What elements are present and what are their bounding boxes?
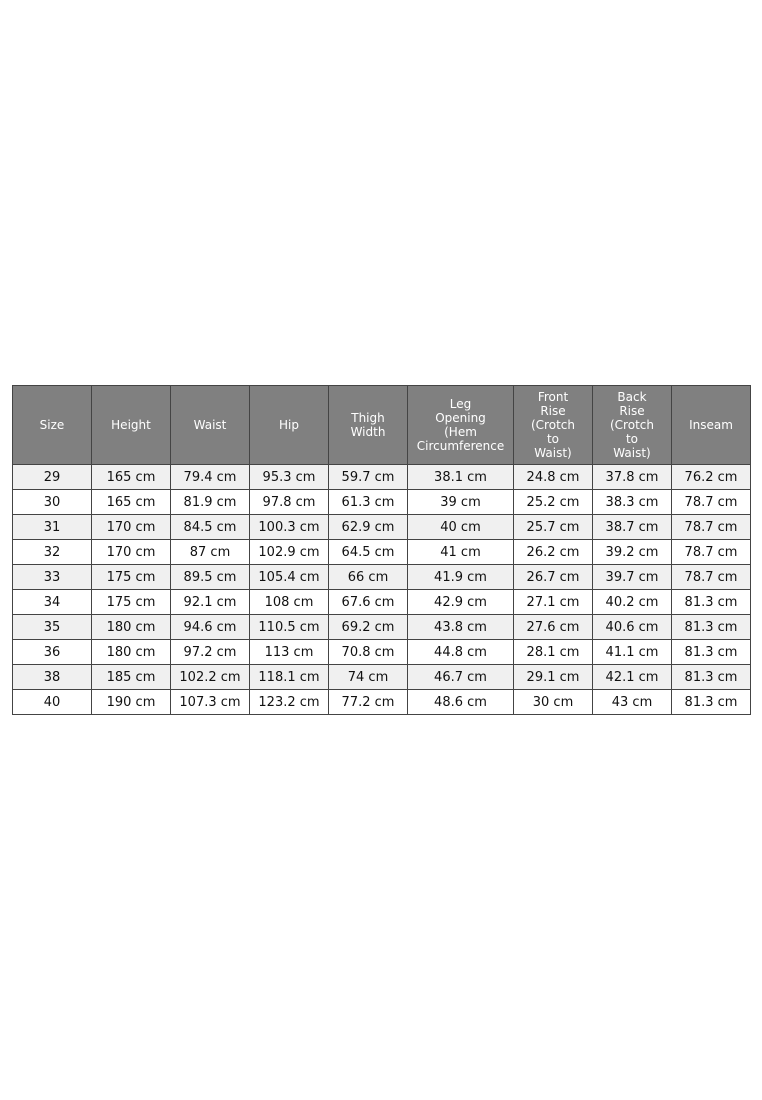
table-cell: 67.6 cm xyxy=(329,590,408,615)
column-header: Front Rise (Crotch to Waist) xyxy=(514,386,593,465)
table-cell: 29 xyxy=(13,465,92,490)
table-cell: 84.5 cm xyxy=(171,515,250,540)
table-cell: 81.3 cm xyxy=(672,640,751,665)
table-header xyxy=(13,386,751,465)
table-cell: 69.2 cm xyxy=(329,615,408,640)
column-header: Thigh Width xyxy=(329,386,408,465)
table-cell: 74 cm xyxy=(329,665,408,690)
table-cell: 76.2 cm xyxy=(672,465,751,490)
table-cell: 40 xyxy=(13,690,92,715)
table-cell: 28.1 cm xyxy=(514,640,593,665)
table-cell: 190 cm xyxy=(92,690,171,715)
column-header: Back Rise (Crotch to Waist) xyxy=(593,386,672,465)
table-cell: 43 cm xyxy=(593,690,672,715)
table-cell: 97.2 cm xyxy=(171,640,250,665)
table-cell: 79.4 cm xyxy=(171,465,250,490)
table-cell: 31 xyxy=(13,515,92,540)
table-cell: 41.9 cm xyxy=(408,565,514,590)
table-cell: 165 cm xyxy=(92,490,171,515)
table-cell: 46.7 cm xyxy=(408,665,514,690)
column-header: Leg Opening (Hem Circumference xyxy=(408,386,514,465)
table-row xyxy=(13,690,751,715)
table-cell: 89.5 cm xyxy=(171,565,250,590)
table-cell: 32 xyxy=(13,540,92,565)
table-cell: 102.9 cm xyxy=(250,540,329,565)
table-cell: 61.3 cm xyxy=(329,490,408,515)
table-cell: 43.8 cm xyxy=(408,615,514,640)
table-body xyxy=(13,465,751,715)
table-row xyxy=(13,565,751,590)
table-row xyxy=(13,640,751,665)
column-header: Size xyxy=(13,386,92,465)
table-cell: 175 cm xyxy=(92,565,171,590)
table-row xyxy=(13,515,751,540)
table-cell: 27.1 cm xyxy=(514,590,593,615)
table-cell: 37.8 cm xyxy=(593,465,672,490)
table-cell: 81.3 cm xyxy=(672,690,751,715)
table-cell: 38.3 cm xyxy=(593,490,672,515)
table-cell: 78.7 cm xyxy=(672,515,751,540)
table-cell: 105.4 cm xyxy=(250,565,329,590)
table-cell: 26.7 cm xyxy=(514,565,593,590)
table-cell: 39.2 cm xyxy=(593,540,672,565)
table-cell: 44.8 cm xyxy=(408,640,514,665)
table-cell: 95.3 cm xyxy=(250,465,329,490)
table-cell: 87 cm xyxy=(171,540,250,565)
table-cell: 41.1 cm xyxy=(593,640,672,665)
table-cell: 165 cm xyxy=(92,465,171,490)
table-cell: 100.3 cm xyxy=(250,515,329,540)
table-cell: 40.6 cm xyxy=(593,615,672,640)
table-cell: 118.1 cm xyxy=(250,665,329,690)
table-row xyxy=(13,540,751,565)
table-cell: 25.7 cm xyxy=(514,515,593,540)
table-cell: 59.7 cm xyxy=(329,465,408,490)
table-cell: 108 cm xyxy=(250,590,329,615)
table-row xyxy=(13,615,751,640)
table-cell: 81.9 cm xyxy=(171,490,250,515)
table-cell: 78.7 cm xyxy=(672,540,751,565)
table-row xyxy=(13,465,751,490)
table-cell: 38.1 cm xyxy=(408,465,514,490)
table-cell: 40.2 cm xyxy=(593,590,672,615)
table-cell: 42.9 cm xyxy=(408,590,514,615)
table-row xyxy=(13,590,751,615)
table-cell: 26.2 cm xyxy=(514,540,593,565)
table-cell: 39.7 cm xyxy=(593,565,672,590)
table-cell: 24.8 cm xyxy=(514,465,593,490)
table-cell: 29.1 cm xyxy=(514,665,593,690)
table-cell: 77.2 cm xyxy=(329,690,408,715)
table-row xyxy=(13,490,751,515)
table-cell: 64.5 cm xyxy=(329,540,408,565)
table-cell: 30 xyxy=(13,490,92,515)
table-cell: 92.1 cm xyxy=(171,590,250,615)
table-cell: 81.3 cm xyxy=(672,615,751,640)
table-cell: 38.7 cm xyxy=(593,515,672,540)
table-cell: 33 xyxy=(13,565,92,590)
table-cell: 25.2 cm xyxy=(514,490,593,515)
table-cell: 35 xyxy=(13,615,92,640)
table-cell: 39 cm xyxy=(408,490,514,515)
table-cell: 97.8 cm xyxy=(250,490,329,515)
table-cell: 36 xyxy=(13,640,92,665)
table-cell: 30 cm xyxy=(514,690,593,715)
table-cell: 81.3 cm xyxy=(672,665,751,690)
table-cell: 42.1 cm xyxy=(593,665,672,690)
table-cell: 180 cm xyxy=(92,640,171,665)
table-cell: 38 xyxy=(13,665,92,690)
table-cell: 107.3 cm xyxy=(171,690,250,715)
table-cell: 78.7 cm xyxy=(672,565,751,590)
table-cell: 66 cm xyxy=(329,565,408,590)
table-cell: 40 cm xyxy=(408,515,514,540)
header-row xyxy=(13,386,751,465)
table-cell: 180 cm xyxy=(92,615,171,640)
table-cell: 102.2 cm xyxy=(171,665,250,690)
table-cell: 170 cm xyxy=(92,515,171,540)
table-cell: 34 xyxy=(13,590,92,615)
table-cell: 185 cm xyxy=(92,665,171,690)
size-chart-table xyxy=(12,385,751,715)
table-cell: 123.2 cm xyxy=(250,690,329,715)
table-cell: 41 cm xyxy=(408,540,514,565)
table-cell: 175 cm xyxy=(92,590,171,615)
table-cell: 48.6 cm xyxy=(408,690,514,715)
table-row xyxy=(13,665,751,690)
table-cell: 110.5 cm xyxy=(250,615,329,640)
table-cell: 170 cm xyxy=(92,540,171,565)
table-cell: 113 cm xyxy=(250,640,329,665)
table-cell: 94.6 cm xyxy=(171,615,250,640)
table-cell: 62.9 cm xyxy=(329,515,408,540)
column-header: Height xyxy=(92,386,171,465)
column-header: Waist xyxy=(171,386,250,465)
table-cell: 27.6 cm xyxy=(514,615,593,640)
column-header: Hip xyxy=(250,386,329,465)
column-header: Inseam xyxy=(672,386,751,465)
table-cell: 81.3 cm xyxy=(672,590,751,615)
table-cell: 70.8 cm xyxy=(329,640,408,665)
table-cell: 78.7 cm xyxy=(672,490,751,515)
